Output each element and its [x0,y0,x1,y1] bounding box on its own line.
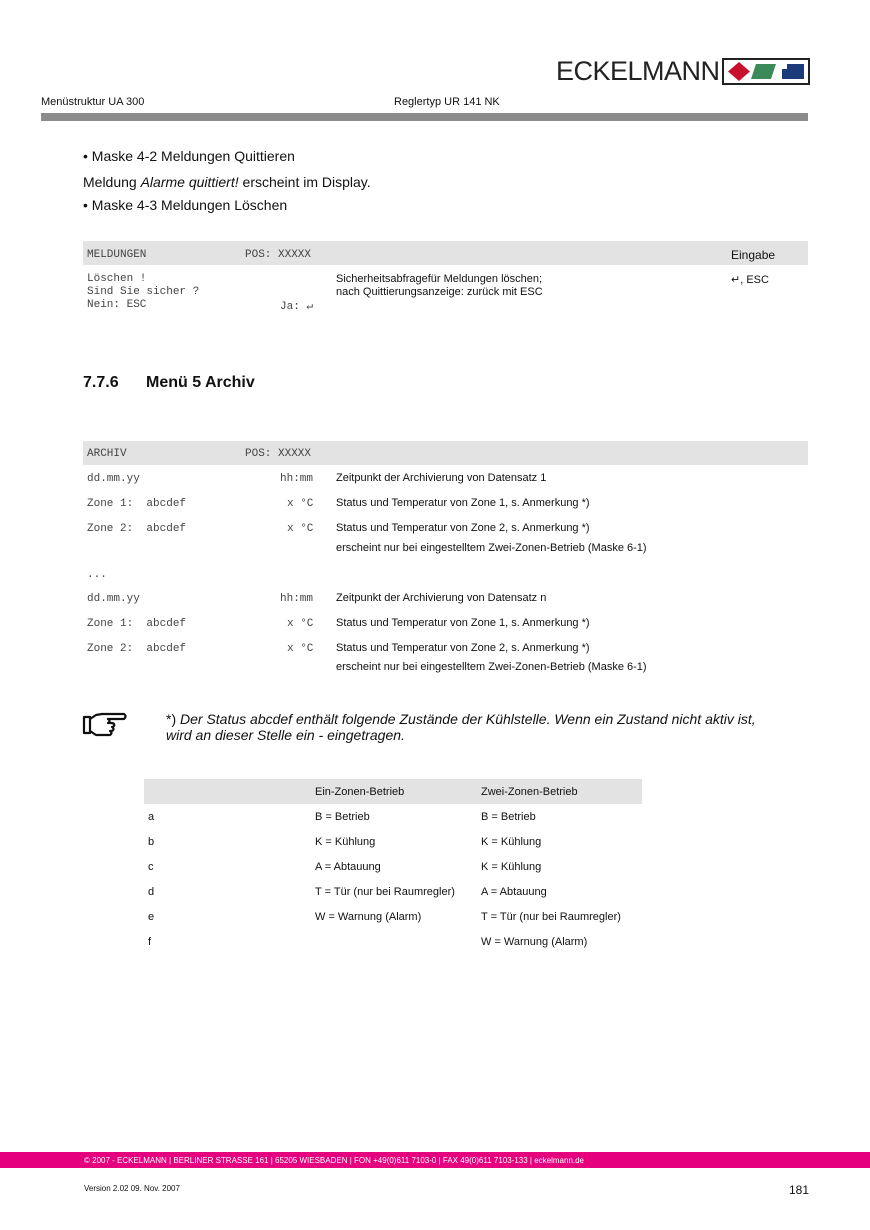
archiv-row-2-value: x °C [287,498,314,510]
archiv-row-3-value: x °C [287,523,314,535]
archiv-row-n2-desc: Status und Temperatur von Zone 2, s. Anmerkung *) [336,642,590,654]
archiv-table-header [83,441,808,465]
archiv-head-pos: POS: XXXXX [245,448,312,460]
meldungen-head-pos: POS: XXXXX [245,249,312,261]
display-line-ja: Ja: ↵ [280,301,314,313]
header-document-title: Menüstruktur UA 300 [41,96,145,108]
bullet-mask-4-3 [83,197,287,213]
archiv-row-n-display: dd.mm.yy [87,593,140,605]
meldungen-table-header [83,241,808,265]
status-row-b-one: K = Kühlung [315,836,376,848]
status-row-a-one: B = Betrieb [315,811,370,823]
meldungen-head-input: Eingabe [731,248,776,262]
archiv-row-ellipsis: ... [87,569,107,581]
archiv-row-2-desc: Status und Temperatur von Zone 1, s. Anmerkung *) [336,497,590,509]
status-row-e-two: T = Tür (nur bei Raumregler) [481,911,621,923]
meldungen-head-title: MELDUNGEN [87,249,147,261]
footer-version: Version 2.02 09. Nov. 2007 [84,1184,180,1193]
header-controller-type: Reglertyp UR 141 NK [394,96,500,108]
status-row-a-key: a [148,811,155,823]
archiv-row-3-desc: Status und Temperatur von Zone 2, s. Anmerkung *) [336,522,590,534]
archiv-row-3-note: erscheint nur bei eingestelltem Zwei-Zonen-Betrieb (Maske 6-1) [336,542,647,554]
archiv-row-n2-display: Zone 2: abcdef [87,643,187,655]
archiv-row-n1-desc: Status und Temperatur von Zone 1, s. Anmerkung *) [336,617,590,629]
message-line [83,174,371,190]
company-logo-mark [722,58,810,85]
status-row-e-one: W = Warnung (Alarm) [315,911,422,923]
status-head-two-zone: Zwei-Zonen-Betrieb [481,786,578,798]
archiv-row-n-desc: Zeitpunkt der Archivierung von Datensatz n [336,592,547,604]
logo-notch [780,62,787,69]
note-line-1: Der Status abcdef enthält folgende Zustände der Kühlstelle. Wenn ein Zustand nicht aktiv ist, [180,711,756,727]
archiv-row-n1-value: x °C [287,618,314,630]
archiv-row-n2-note: erscheint nur bei eingestelltem Zwei-Zonen-Betrieb (Maske 6-1) [336,661,647,673]
message-emphasis: Alarme quittiert! [140,174,239,190]
bullet-dot: • [83,197,92,213]
archiv-head-title: ARCHIV [87,448,127,460]
message-prefix: Meldung [83,174,141,190]
status-row-f-two: W = Warnung (Alarm) [481,936,588,948]
status-row-d-key: d [148,886,155,898]
status-note [166,711,796,743]
archiv-row-1-desc: Zeitpunkt der Archivierung von Datensatz 1 [336,472,547,484]
status-row-d-two: A = Abtauung [481,886,547,898]
section-title: Menü 5 Archiv [146,374,255,391]
footer-bar [0,1152,870,1168]
section-number: 7.7.6 [83,374,119,391]
status-row-b-two: K = Kühlung [481,836,542,848]
archiv-row-n2-value: x °C [287,643,314,655]
status-row-c-two: K = Kühlung [481,861,542,873]
logo-parallelogram-green [751,64,776,79]
display-line-nein: Nein: ESC [87,299,147,311]
archiv-row-2-display: Zone 1: abcdef [87,498,187,510]
bullet-mask-4-3-text: Maske 4-3 Meldungen Löschen [91,197,288,213]
archiv-row-3-display: Zone 2: abcdef [87,523,187,535]
archiv-row-1-display: dd.mm.yy [87,473,140,485]
bullet-dot: • [83,148,92,164]
status-row-f-key: f [148,936,152,948]
status-head-one-zone: Ein-Zonen-Betrieb [315,786,405,798]
display-line-sicher: Sind Sie sicher ? [87,286,200,298]
status-row-c-one: A = Abtauung [315,861,381,873]
status-row-c-key: c [148,861,154,873]
archiv-row-1-value: hh:mm [280,473,314,485]
note-prefix: *) [166,711,180,727]
status-row-d-one: T = Tür (nur bei Raumregler) [315,886,455,898]
message-suffix: erscheint im Display. [238,174,371,190]
status-row-b-key: b [148,836,155,848]
meldungen-desc-2: nach Quittierungsanzeige: zurück mit ESC [336,286,543,298]
archiv-row-n1-display: Zone 1: abcdef [87,618,187,630]
status-row-e-key: e [148,911,155,923]
bullet-mask-4-2 [83,148,295,164]
pointing-hand-icon [82,711,128,742]
footer-address: © 2007 - ECKELMANN | BERLINER STRASSE 161 | 65205 WIESBADEN | FON +49(0)611 7103-0 | FAX 49(0)611 7103-133 | eckelmann.de [84,1156,585,1165]
note-line-2: wird an dieser Stelle ein - eingetragen. [166,727,405,743]
display-line-loeschen: Löschen ! [87,273,147,285]
bullet-mask-4-2-text: Maske 4-2 Meldungen Quittieren [91,148,295,164]
company-logo-text: ECKELMANN [556,56,720,86]
header-rule [41,113,808,121]
status-row-a-two: B = Betrieb [481,811,536,823]
page-number: 181 [789,1183,810,1197]
meldungen-desc-1: Sicherheitsabfragefür Meldungen löschen; [336,273,543,285]
meldungen-input-keys: ↵, ESC [731,274,769,286]
archiv-row-n-value: hh:mm [280,593,314,605]
logo-diamond-red [728,62,750,81]
